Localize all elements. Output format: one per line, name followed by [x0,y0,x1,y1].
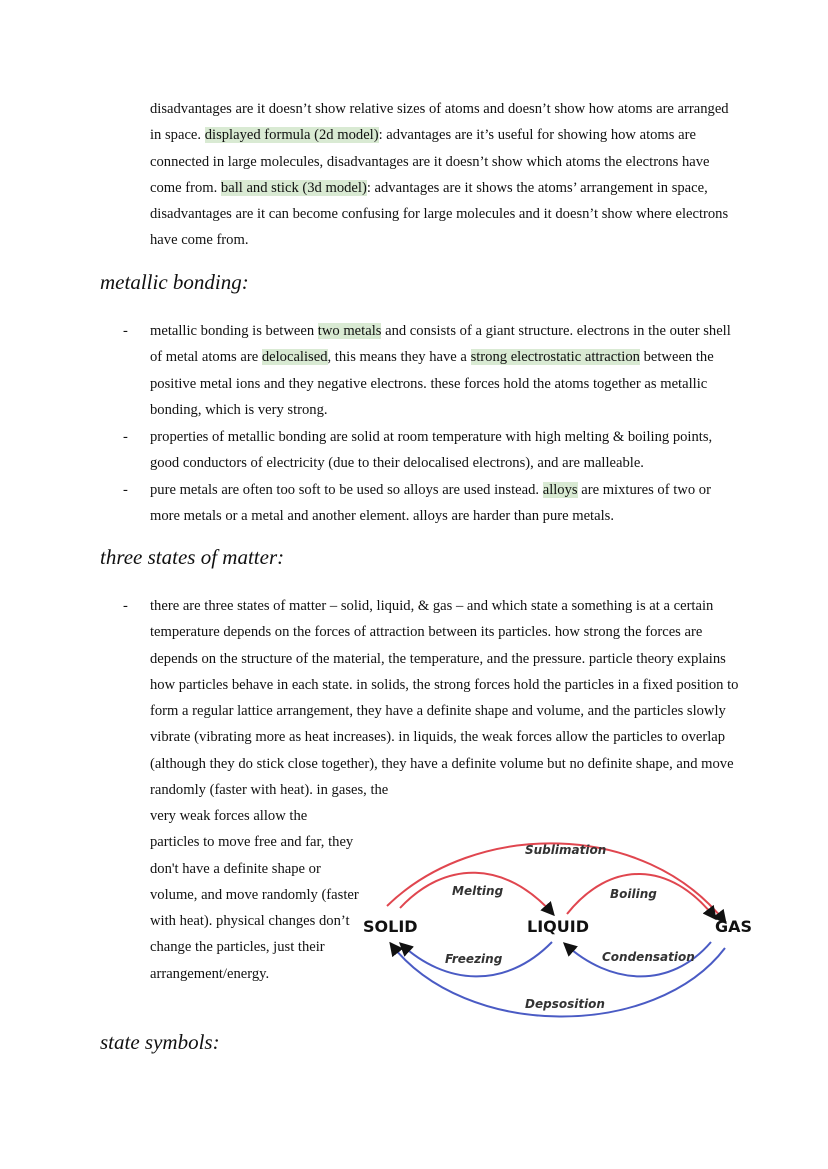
text-run: , this means they have a [327,349,471,366]
bullet-text [150,482,711,524]
bullet-dash: - [123,429,128,445]
bullet-text [150,429,712,471]
bullet-text-wrap: very weak forces allow the particles to move free and far, they don't have a definite shape or volume, and move randomly (faster with heat). physical changes don’t change the particles, just their arrangement/energy. [150,808,359,982]
bullet-dash: - [123,598,128,614]
label-boiling: Boiling [610,887,657,901]
bullet-dash: - [123,482,128,498]
heading-metallic-bonding: metallic bonding: [100,270,249,294]
label-deposition: Depsosition [525,997,605,1011]
label-condensation: Condensation [602,950,695,964]
heading-three-states-of-matter: three states of matter: [100,545,285,569]
bullet-dash: - [123,323,128,339]
text-run: and consists of a giant structure. electrons in the outer shell of metal atoms are [150,323,731,366]
state-solid: SOLID [363,917,418,936]
text-run: between the positive metal ions and they negative electrons. these forces hold the atoms together as metallic bonding, which is very strong. [150,349,714,418]
text-run: properties of metallic bonding are solid at room temperature with high melting & boiling points, good conductors of electricity (due to their delocalised electrons), and are malleable. [150,429,713,472]
metallic-bullet-2 [123,424,740,477]
states-bullet-1 [123,593,740,803]
highlighted-term: strong electrostatic attraction [470,349,640,366]
text-run: are mixtures of two or more metals or a metal and another element. alloys are harder than pure metals. [150,482,711,525]
label-melting: Melting [452,884,504,898]
states-bullet-continuation [150,803,360,987]
text-run: disadvantages are it doesn’t show relative sizes of atoms and doesn’t show how atoms are arranged in space. [150,101,729,144]
text-run: pure metals are often too soft to be used so alloys are used instead. [150,482,543,498]
bullet-text: there are three states of matter – solid, liquid, & gas – and which state a something is at a certain temperature depends on the forces of attraction between its particles. how strong the forces are depends on the structure of the material, the temperature, and the pressure. particle theory explains how particles behave in each state. in solids, the strong forces hold the particles in a fixed position to form a regular lattice arrangement, they have a definite shape and volume, and the particles slowly vibrate (vibrating more as heat increases). in liquids, the weak forces allow the particles to overlap (although they do stick close together), they have a definite volume but no definite shape, and move randomly (faster with heat). in gases, the [150,598,739,799]
text-run: metallic bonding is between [150,323,318,339]
highlighted-term: ball and stick (3d model) [220,179,367,196]
state-liquid: LIQUID [527,917,589,936]
state-gas: GAS [715,917,753,936]
highlighted-term: two metals [317,323,382,339]
heading-state-symbols: state symbols: [100,1030,220,1054]
highlighted-term: displayed formula (2d model) [204,127,379,144]
highlighted-term: delocalised [261,349,328,366]
states-of-matter-diagram [355,830,765,1020]
text-run: : advantages are it shows the atoms’ arrangement in space, disadvantages are it can become confusing for large molecules and it doesn’t show where electrons have come from. [150,179,729,249]
metallic-bullet-3 [123,477,740,530]
label-sublimation: Sublimation [525,843,607,857]
label-freezing: Freezing [445,952,503,966]
metallic-bullet-1 [123,318,740,423]
intro-paragraph [150,96,740,254]
text-run: : advantages are it’s useful for showing how atoms are connected in large molecules, disadvantages are it doesn’t show which atoms the electrons have come from. [150,127,710,196]
bullet-text [150,323,731,418]
highlighted-term: alloys [542,482,578,498]
